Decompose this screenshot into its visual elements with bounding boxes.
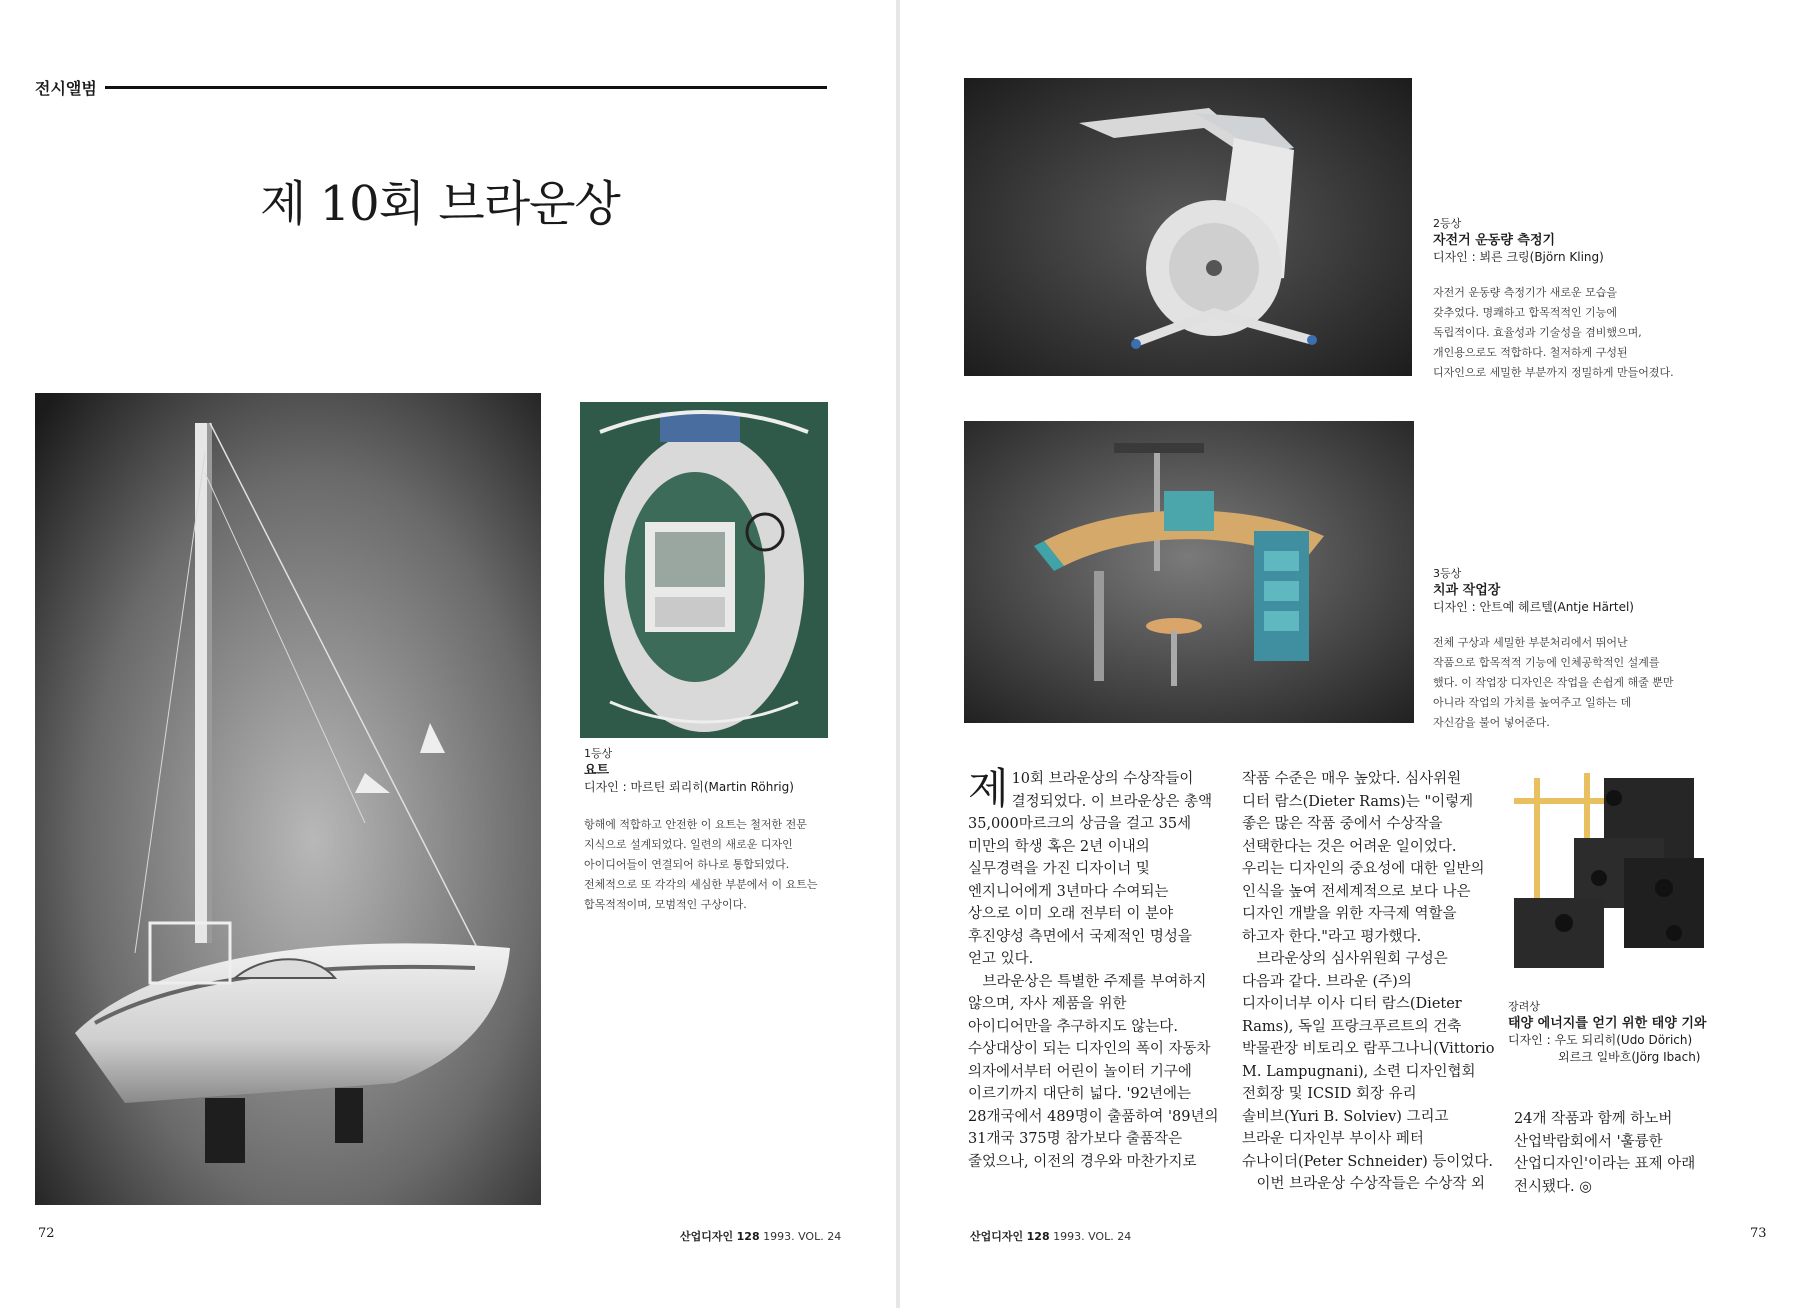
article-line: 이르기까지 대단히 넓다. '92년에는 — [968, 1086, 1191, 1102]
prize1-caption — [584, 745, 884, 796]
page-title: 제 10회 브라운상 — [260, 176, 620, 232]
article-column-1 — [968, 764, 1238, 1173]
article-line: 브라운 디자인부 부이사 페터 — [1242, 1131, 1424, 1147]
prize3-caption — [1433, 565, 1793, 616]
desc-line: 아니라 작업의 가치를 높여주고 일하는 데 — [1433, 696, 1632, 709]
article-dropcap: 제 — [968, 764, 1009, 813]
footer-left — [680, 1228, 841, 1244]
desc-line: 자전거 운동량 측정기가 새로운 모습을 — [1433, 286, 1618, 299]
article-line: 박물관장 비토리오 람푸그나니(Vittorio — [1242, 1041, 1495, 1057]
prize1-designer: 디자인 : 마르틴 뢰리히(Martin Röhrig) — [584, 780, 794, 794]
section-label: 전시앨범 — [35, 79, 97, 98]
prize2-name: 자전거 운동량 측정기 — [1433, 233, 1556, 248]
prize3-name: 치과 작업장 — [1433, 583, 1501, 598]
footer-issue: 128 — [1026, 1230, 1050, 1243]
prize3-rank: 3등상 — [1433, 567, 1462, 580]
article-line: 작품 수준은 매우 높았다. 심사위원 — [1242, 771, 1462, 787]
desc-line: 디자인으로 세밀한 부분까지 정밀하게 만들어졌다. — [1433, 366, 1674, 379]
article-line: 솔비브(Yuri B. Solviev) 그리고 — [1242, 1108, 1449, 1125]
left-page — [0, 0, 896, 1308]
article-line: 엔지니어에게 3년마다 수여되는 — [968, 883, 1169, 900]
article-line: 않으며, 자사 제품을 위한 — [968, 996, 1127, 1012]
footer-right — [970, 1228, 1131, 1244]
encouragement-rank: 장려상 — [1508, 1000, 1540, 1013]
article-column-2 — [1242, 768, 1512, 1196]
footer-magazine: 산업디자인 — [970, 1230, 1024, 1243]
right-page — [900, 0, 1807, 1308]
article-line: M. Lampugnani), 소련 디자인협회 — [1242, 1063, 1476, 1080]
bicycle-photo — [964, 78, 1412, 376]
article-line: 얻고 있다. — [968, 951, 1034, 967]
article-line: 이번 브라운상 수상작들은 수상작 외 — [1242, 1176, 1486, 1192]
article-line: 상으로 이미 오래 전부터 이 분야 — [968, 906, 1174, 922]
article-line: 산업박람회에서 '훌륭한 — [1514, 1133, 1663, 1150]
article-line: Rams), 독일 프랑크푸르트의 건축 — [1242, 1018, 1462, 1035]
article-line: 하고자 한다."라고 평가했다. — [1242, 928, 1422, 945]
article-line: 디터 람스(Dieter Rams)는 "이렇게 — [1242, 793, 1474, 810]
dental-workstation-photo — [964, 421, 1414, 723]
yacht-photo — [35, 393, 541, 1205]
desc-line: 전체적으로 또 각각의 세심한 부분에서 이 요트는 — [584, 878, 818, 891]
article-line: 우리는 디자인의 중요성에 대한 일반의 — [1242, 861, 1485, 877]
article-line: 다음과 같다. 브라운 (주)의 — [1242, 973, 1412, 990]
page-number-left: 72 — [38, 1226, 55, 1241]
article-line: 디자인 개발을 위한 자극제 역할을 — [1242, 906, 1457, 922]
prize2-rank: 2등상 — [1433, 217, 1462, 230]
desc-line: 합목적적이며, 모범적인 구상이다. — [584, 898, 747, 911]
prize3-description — [1433, 633, 1803, 733]
desc-line: 아이디어들이 연결되어 하나로 통합되었다. — [584, 858, 790, 871]
article-line: 실무경력을 가진 디자이너 및 — [968, 861, 1150, 877]
article-line: 전회장 및 ICSID 회장 유리 — [1242, 1086, 1417, 1102]
article-column-3 — [1514, 1108, 1754, 1198]
desc-line: 개인용으로도 적합하다. 철저하게 구성된 — [1433, 346, 1628, 359]
prize1-name: 요트 — [584, 763, 610, 778]
prize2-caption — [1433, 215, 1793, 266]
desc-line: 작품으로 합목적적 기능에 인체공학적인 설계를 — [1433, 656, 1660, 669]
section-rule — [105, 86, 827, 89]
desc-line: 했다. 이 작업장 디자인은 작업을 손쉽게 해줄 뿐만 — [1433, 676, 1674, 689]
solar-tile-photo — [1504, 768, 1714, 986]
prize1-rank: 1등상 — [584, 747, 613, 760]
article-line: 브라운상의 심사위원회 구성은 — [1242, 951, 1448, 967]
footer-magazine: 산업디자인 — [680, 1230, 734, 1243]
desc-line: 자신감을 불어 넣어준다. — [1433, 716, 1550, 729]
article-line: 줄었으나, 이전의 경우와 마찬가지로 — [968, 1153, 1197, 1170]
footer-volume: 1993. VOL. 24 — [1053, 1230, 1132, 1243]
prize1-description — [584, 815, 889, 915]
article-line: 10회 브라운상의 수상작들이 — [1011, 771, 1194, 787]
article-line: 미만의 학생 혹은 2년 이내의 — [968, 838, 1150, 855]
article-line: 의자에서부터 어린이 놀이터 기구에 — [968, 1063, 1192, 1080]
prize2-designer: 디자인 : 뵈른 크링(Björn Kling) — [1433, 250, 1604, 264]
desc-line: 갖추었다. 명쾌하고 합목적적인 기능에 — [1433, 306, 1618, 319]
encouragement-designer-2: 외르크 일바흐(Jörg Ibach) — [1558, 1050, 1701, 1064]
page-number-right: 73 — [1750, 1226, 1767, 1241]
article-line: 디자이너부 이사 디터 람스(Dieter — [1242, 996, 1462, 1012]
footer-volume: 1993. VOL. 24 — [763, 1230, 842, 1243]
article-line: 전시됐다. ◎ — [1514, 1178, 1592, 1195]
desc-line: 항해에 적합하고 안전한 이 요트는 철저한 전문 — [584, 818, 807, 831]
article-line: 좋은 많은 작품 중에서 수상작을 — [1242, 816, 1443, 832]
prize3-designer: 디자인 : 안트예 헤르텔(Antje Härtel) — [1433, 600, 1634, 614]
article-line: 브라운상은 특별한 주제를 부여하지 — [968, 973, 1207, 990]
article-line: 결정되었다. 이 브라운상은 총액 — [1011, 793, 1213, 810]
encouragement-caption — [1508, 998, 1798, 1066]
article-line: 24개 작품과 함께 하노버 — [1514, 1111, 1673, 1127]
encouragement-designer-1: 디자인 : 우도 되리히(Udo Dörich) — [1508, 1033, 1693, 1047]
encouragement-name: 태양 에너지를 얻기 위한 태양 기와 — [1508, 1016, 1707, 1031]
article-line: 산업디자인'이라는 표제 아래 — [1514, 1156, 1696, 1172]
article-line: 35,000마르크의 상금을 걸고 35세 — [968, 816, 1192, 832]
article-line: 수상대상이 되는 디자인의 폭이 자동차 — [968, 1041, 1211, 1057]
article-line: 인식을 높여 전세계적으로 보다 나은 — [1242, 883, 1471, 900]
footer-issue: 128 — [736, 1230, 760, 1243]
prize2-description — [1433, 283, 1803, 383]
yacht-deck-photo — [580, 402, 828, 738]
desc-line: 지식으로 설계되었다. 일련의 새로운 디자인 — [584, 838, 793, 851]
desc-line: 독립적이다. 효율성과 기술성을 겸비했으며, — [1433, 326, 1642, 339]
article-line: 아이디어만을 추구하지도 않는다. — [968, 1018, 1178, 1035]
desc-line: 전체 구상과 세밀한 부분처리에서 뛰어난 — [1433, 636, 1628, 649]
article-line: 슈나이더(Peter Schneider) 등이었다. — [1242, 1153, 1493, 1170]
article-line: 후진양성 측면에서 국제적인 명성을 — [968, 928, 1192, 945]
article-line: 28개국에서 489명이 출품하여 '89년의 — [968, 1108, 1219, 1125]
article-line: 선택한다는 것은 어려운 일이었다. — [1242, 838, 1457, 855]
article-line: 31개국 375명 참가보다 출품작은 — [968, 1131, 1183, 1147]
